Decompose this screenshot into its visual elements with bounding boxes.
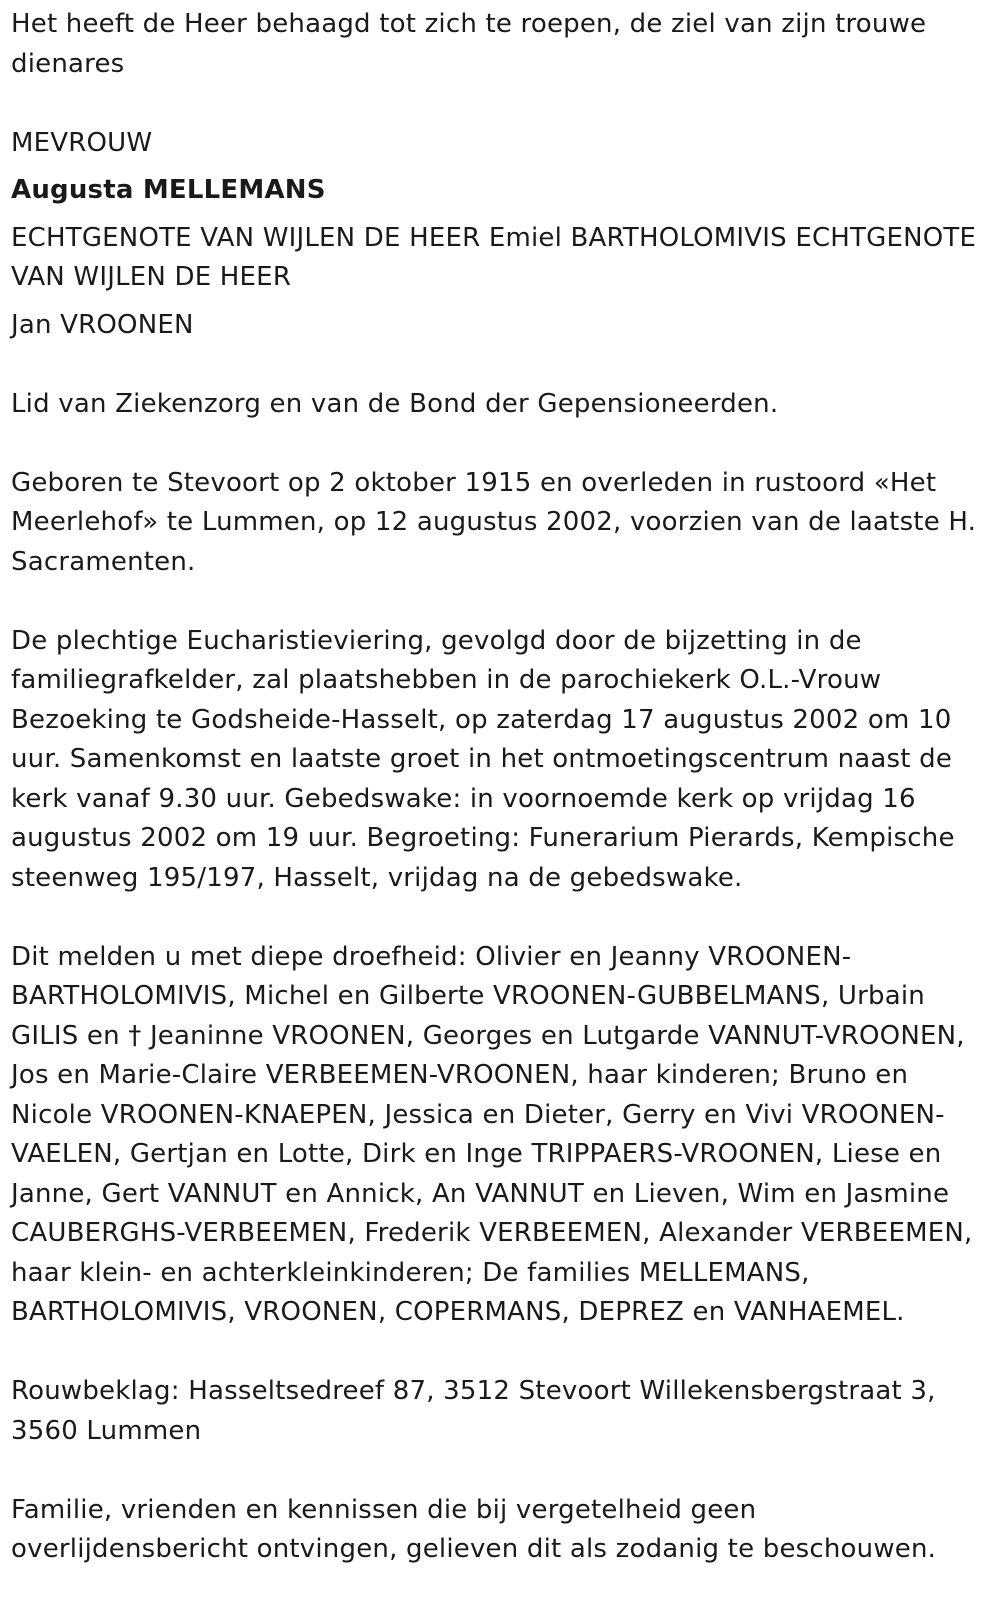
birth-death-text: Geboren te Stevoort op 2 oktober 1915 en overleden in rustoord «Het Meerlehof» te Lummen, op 12 augustus 2002, voorzien van de laatste H. Sacramenten. <box>11 467 977 577</box>
spouse-line: ECHTGENOTE VAN WIJLEN DE HEER Emiel BARTHOLOMIVIS ECHTGENOTE VAN WIJLEN DE HEER <box>11 222 977 292</box>
salutation: MEVROUW <box>11 127 153 158</box>
spacer <box>11 582 984 622</box>
deceased-name: Augusta MELLEMANS <box>11 175 326 205</box>
spacer <box>11 424 984 464</box>
ceremony-text: De plechtige Eucharistieviering, gevolgd door de bijzetting in de familiegrafkelder, zal plaatshebben in de parochiekerk O.L.-Vrouw Bezoeking te Godsheide-Hasselt, op zaterdag 17 augustus 2002 om 10 uur. Samenkomst en laatste groet in het ontmoetingscentrum naast de kerk vanaf 9.30 uur. Gebedswake: in voornoemde kerk op vrijdag 16 augustus 2002 om 19 uur. Begroeting: Funerarium Pierards, Kempische steenweg 195/197, Hasselt, vrijdag na de gebedswake. <box>11 625 955 893</box>
spacer <box>11 1333 984 1373</box>
condolence-address: Rouwbeklag: Hasseltsedreef 87, 3512 Stevoort Willekensbergstraat 3, 3560 Lummen <box>11 1376 936 1446</box>
spouse-second-name: Jan VROONEN <box>11 309 194 340</box>
intro-text: Het heeft de Heer behaagd tot zich te roepen, de ziel van zijn trouwe dienares <box>11 9 927 79</box>
spacer <box>11 1451 984 1491</box>
membership-text: Lid van Ziekenzorg en van de Bond der Gepensioneerden. <box>11 388 779 419</box>
closing-text: Familie, vrienden en kennissen die bij vergetelheid geen overlijdensbericht ontvingen, gelieven dit als zodanig te beschouwen. <box>11 1494 937 1564</box>
spacer <box>11 84 984 124</box>
spacer <box>11 345 984 385</box>
spacer <box>11 898 984 938</box>
family-text: Dit melden u met diepe droefheid: Olivier en Jeanny VROONEN-BARTHOLOMIVIS, Michel en Gilberte VROONEN-GUBBELMANS, Urbain GILIS en † Jeaninne VROONEN, Georges en Lutgarde VANNUT-VROONEN, Jos en Marie-Claire VERBEEMEN-VROONEN, haar kinderen; Bruno en Nicole VROONEN-KNAEPEN, Jessica en Dieter, Gerry en Vivi VROONEN-VAELEN, Gertjan en Lotte, Dirk en Inge TRIPPAERS-VROONEN, Liese en Janne, Gert VANNUT en Annick, An VANNUT en Lieven, Wim en Jasmine CAUBERGHS-VERBEEMEN, Frederik VERBEEMEN, Alexander VERBEEMEN, haar klein- en achterkleinkinderen; De families MELLEMANS, BARTHOLOMIVIS, VROONEN, COPERMANS, DEPREZ en VANHAEMEL. <box>11 941 973 1327</box>
